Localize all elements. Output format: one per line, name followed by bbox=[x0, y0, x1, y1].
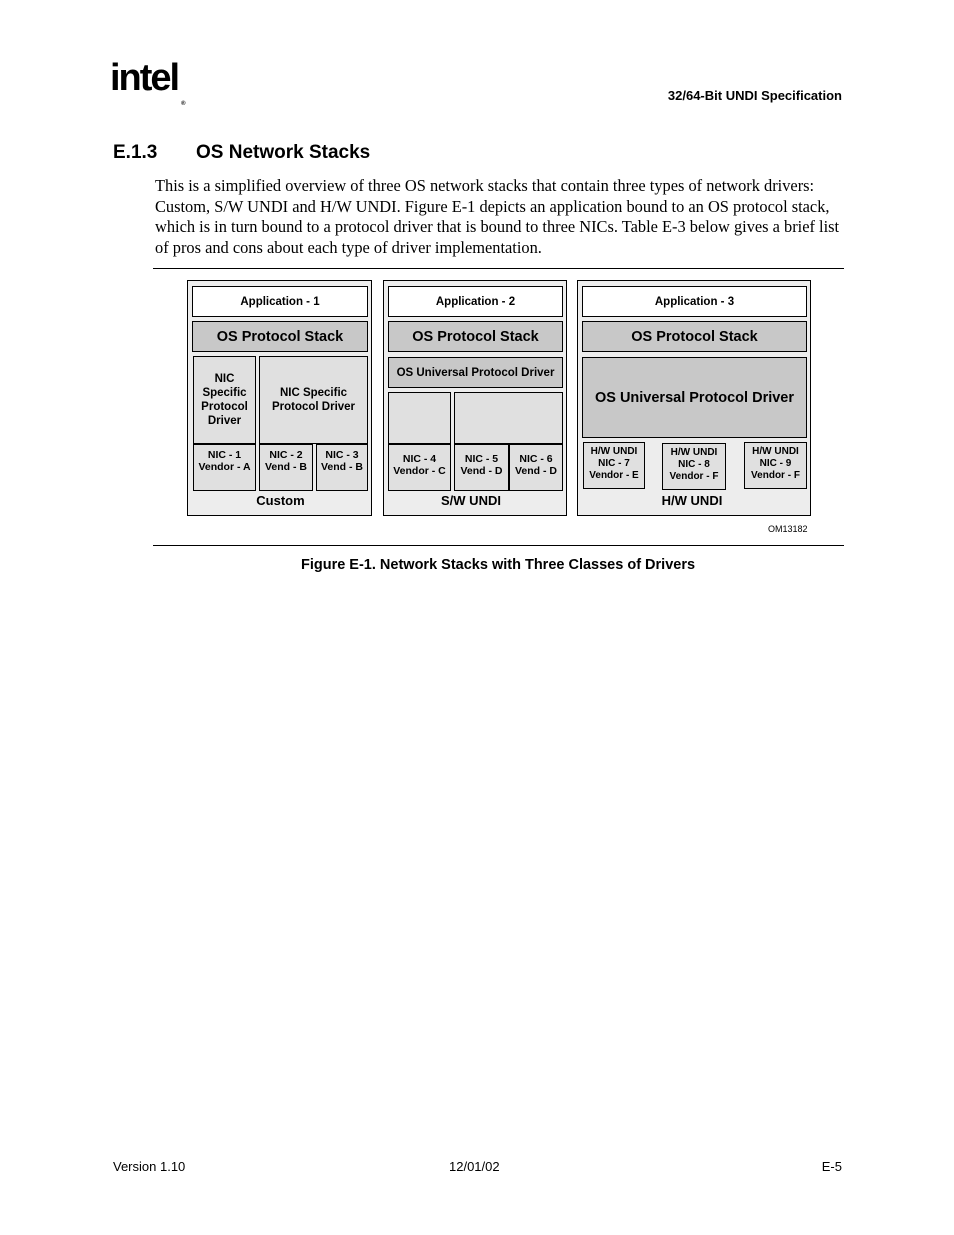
panel-sw-undi bbox=[383, 280, 567, 516]
hw-undi-nic-box: H/W UNDI NIC - 8 Vendor - F bbox=[662, 443, 726, 490]
figure-caption: Figure E-1. Network Stacks with Three Classes of Drivers bbox=[300, 557, 696, 573]
section-title: OS Network Stacks bbox=[196, 142, 371, 163]
nic-box: NIC - 3 Vend - B bbox=[316, 444, 368, 491]
application-box: Application - 2 bbox=[388, 286, 563, 317]
panel-custom bbox=[187, 280, 372, 516]
driver-slot-box bbox=[454, 392, 563, 444]
application-box: Application - 3 bbox=[582, 286, 807, 317]
driver-slot-box bbox=[388, 392, 451, 444]
figure-code: OM13182 bbox=[768, 524, 808, 534]
section-heading bbox=[113, 142, 370, 164]
os-protocol-stack-box: OS Protocol Stack bbox=[192, 321, 368, 352]
panel-label: S/W UNDI bbox=[441, 493, 501, 508]
section-number: E.1.3 bbox=[113, 142, 158, 163]
registered-mark: ® bbox=[181, 101, 186, 107]
os-protocol-stack-box: OS Protocol Stack bbox=[582, 321, 807, 352]
nic-specific-driver-box: NIC Specific Protocol Driver bbox=[259, 356, 368, 444]
os-protocol-stack-box: OS Protocol Stack bbox=[388, 321, 563, 352]
nic-specific-driver-box: NIC Specific Protocol Driver bbox=[193, 356, 256, 444]
nic-box: NIC - 6 Vend - D bbox=[509, 444, 563, 491]
os-universal-protocol-driver-box: OS Universal Protocol Driver bbox=[388, 357, 563, 388]
panel-label: H/W UNDI bbox=[661, 493, 723, 508]
os-universal-protocol-driver-box: OS Universal Protocol Driver bbox=[582, 357, 807, 438]
intel-logo: intel® bbox=[110, 57, 186, 107]
panel-hw-undi bbox=[577, 280, 811, 516]
nic-box: NIC - 1 Vendor - A bbox=[193, 444, 256, 491]
hw-undi-nic-box: H/W UNDI NIC - 9 Vendor - F bbox=[744, 442, 807, 489]
nic-box: NIC - 5 Vend - D bbox=[454, 444, 509, 491]
figure-top-rule bbox=[153, 268, 844, 269]
footer-version: Version 1.10 bbox=[113, 1159, 186, 1174]
nic-box: NIC - 2 Vend - B bbox=[259, 444, 313, 491]
panel-label: Custom bbox=[256, 493, 305, 508]
footer-page-number: E-5 bbox=[821, 1159, 842, 1174]
document-title: 32/64-Bit UNDI Specification bbox=[667, 88, 842, 103]
hw-undi-nic-box: H/W UNDI NIC - 7 Vendor - E bbox=[583, 442, 645, 489]
nic-box: NIC - 4 Vendor - C bbox=[388, 444, 451, 491]
body-paragraph: This is a simplified overview of three OS network stacks that contain three types of network drivers: Custom, S/W UNDI and H/W UNDI. Figure E-1 depicts an application bound to an OS protocol stack, which is in turn bound to a protocol driver that is bound to three NICs. Table E-3 below gives a brief list of pros and cons about each type of driver implementation. bbox=[155, 176, 840, 257]
figure-bottom-rule bbox=[153, 545, 844, 546]
footer-date: 12/01/02 bbox=[449, 1159, 500, 1174]
application-box: Application - 1 bbox=[192, 286, 368, 317]
